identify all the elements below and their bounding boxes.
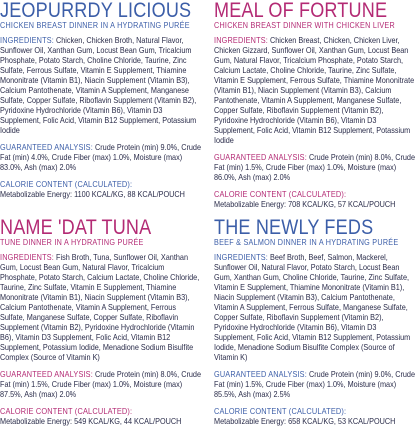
analysis-text bbox=[0, 370, 202, 400]
analysis-text bbox=[214, 370, 416, 400]
product-title: THE NEWLY FEDS bbox=[214, 216, 374, 239]
calorie-values: Metabolizable Energy: 708 KCAL/KG, 57 KCAL/POUCH bbox=[214, 200, 396, 209]
analysis-label: GUARANTEED ANALYSIS: bbox=[214, 153, 307, 162]
ingredients-text bbox=[214, 253, 416, 363]
analysis-values: Crude Protein (min) 9.0%, Crude Fat (min) 4.0%, Crude Fiber (max) 1.0%, Moisture (max) 83.0%, Ash (max) 2.0% bbox=[0, 143, 202, 172]
product-title: NAME 'DAT TUNA bbox=[0, 216, 152, 239]
calorie-label: CALORIE CONTENT (CALCULATED): bbox=[214, 407, 347, 416]
analysis-values: Crude Protein (min) 9.0%, Crude Fat (min) 1.5%, Crude Fiber (max) 1.0%, Moisture (max) 85.5%, Ash (max) 2.5% bbox=[214, 370, 416, 399]
analysis-text bbox=[0, 143, 202, 173]
calorie-label: CALORIE CONTENT (CALCULATED): bbox=[0, 407, 133, 416]
product-subtitle: CHICKEN BREAST DINNER WITH CHICKEN LIVER bbox=[214, 21, 395, 30]
product-title: JEOPURRDY LICIOUS bbox=[0, 0, 192, 22]
ingredients-list: Fish Broth, Tuna, Sunflower Oil, Xanthan Gum, Locust Bean Gum, Natural Flavor, Tricalcium Phosphate, Potato Starch, Calcium Lactate, Choline Chloride, Taurine, Zinc Sulfate, Vitamin E Supplement, Thiamine Mononitrate (Vitamin B1), Niacin Supplement (Vitamin B3), Calcium Pantothenate, Vitamin A Supplement, Ferrous Sulfate, Manganese Sulfate, Copper Sulfate, Riboflavin Supplement (Vitamin B2), Pyridoxine Hydrochloride (Vitamin B6), Vitamin D3 Supplement, Folic Acid, Vitamin B12 Supplement, Potassium Iodide, Menadione Sodium Bisulfite Complex (Source of Vitamin K) bbox=[0, 253, 200, 362]
analysis-label: GUARANTEED ANALYSIS: bbox=[0, 143, 93, 152]
product-subtitle: CHICKEN BREAST DINNER IN A HYDRATING PURÉE bbox=[0, 21, 190, 30]
calorie-label: CALORIE CONTENT (CALCULATED): bbox=[214, 190, 347, 199]
ingredients-text bbox=[0, 36, 202, 136]
ingredients-label: INGREDIENTS: bbox=[214, 36, 268, 45]
calorie-label: CALORIE CONTENT (CALCULATED): bbox=[0, 180, 133, 189]
product-panel-jeopurrdy-licious bbox=[0, 0, 202, 200]
calorie-values: Metabolizable Energy: 549 KCAL/KG, 44 KCAL/POUCH bbox=[0, 417, 182, 426]
analysis-values: Crude Protein (min) 8.0%, Crude Fat (min) 1.5%, Crude Fiber (max) 1.0%, Moisture (max) 86.0%, Ash (max) 2.0% bbox=[214, 153, 416, 182]
product-panel-the-newly-feds bbox=[214, 217, 416, 427]
analysis-label: GUARANTEED ANALYSIS: bbox=[214, 370, 307, 379]
analysis-text bbox=[214, 153, 416, 183]
analysis-label: GUARANTEED ANALYSIS: bbox=[0, 370, 93, 379]
product-subtitle: BEEF & SALMON DINNER IN A HYDRATING PURÉE bbox=[214, 238, 399, 247]
product-panel-meal-of-fortune bbox=[214, 0, 416, 210]
product-panel-name-dat-tuna bbox=[0, 217, 202, 427]
calorie-values: Metabolizable Energy: 1100 KCAL/KG, 88 KCAL/POUCH bbox=[0, 190, 185, 199]
ingredients-list: Chicken Breast, Chicken, Chicken Liver, Chicken Gizzard, Sunflower Oil, Xanthan Gum, Locust Bean Gum, Natural Flavor, Tricalcium Phosphate, Potato Starch, Calcium Lactate, Choline Chloride, Taurine, Zinc Sulfate, Vitamin E Supplement, Ferrous Sulfate, Thiamine Mononitrate (Vitamin B1), Niacin Supplement (Vitamin B3), Calcium Pantothenate, Vitamin A Supplement, Manganese Sulfate, Copper Sulfate, Riboflavin Supplement (Vitamin B2), Pyridoxine Hydrochloride (Vitamin B6), Vitamin D3 Supplement, Folic Acid, Vitamin B12 Supplement, Potassium Iodide bbox=[214, 36, 415, 145]
calorie-values: Metabolizable Energy: 658 KCAL/KG, 53 KCAL/POUCH bbox=[214, 417, 396, 426]
ingredients-label: INGREDIENTS: bbox=[0, 253, 54, 262]
ingredients-label: INGREDIENTS: bbox=[214, 253, 268, 262]
product-subtitle: TUNE DINNER IN A HYDRATING PURÉE bbox=[0, 238, 144, 247]
ingredients-text bbox=[0, 253, 202, 363]
ingredients-text bbox=[214, 36, 416, 146]
ingredients-label: INGREDIENTS: bbox=[0, 36, 54, 45]
ingredients-list: Beef Broth, Beef, Salmon, Mackerel, Sunflower Oil, Natural Flavor, Potato Starch, Locust Bean Gum, Xanthan Gum, Choline Chloride, Taurine, Zinc Sulfate, Vitamin E Supplement, Thiamine Mononitrate (Vitamin B1), Niacin Supplement (Vitamin B3), Calcium Pantothenate, Vitamin A Supplement, Ferrous Sulfate, Manganese Sulfate, Copper Sulfate, Riboflavin Supplement (Vitamin B2), Pyridoxine Hydrochloride (Vitamin B6), Vitamin D3 Supplement, Folic Acid, Vitamin B12 Supplement, Potassium Iodide, Menadione Sodium Bisulfite Complex (Source of Vitamin K) bbox=[214, 253, 411, 362]
analysis-values: Crude Protein (min) 8.0%, Crude Fat (min) 1.5%, Crude Fiber (max) 1.0%, Moisture (max) 87.5%, Ash (max) 2.0% bbox=[0, 370, 202, 399]
product-title: MEAL OF FORTUNE bbox=[214, 0, 388, 22]
ingredients-list: Chicken, Chicken Broth, Natural Flavor, Sunflower Oil, Xanthan Gum, Locust Bean Gum, Tricalcium Phosphate, Potato Starch, Choline Chloride, Taurine, Zinc Sulfate, Ferrous Sulfate, Vitamin E Supplement, Thiamine Mononitrate (Vitamin B1), Niacin Supplement (Vitamin B3), Calcium Pantothenate, Vitamin A Supplement, Manganese Sulfate, Copper Sulfate, Riboflavin Supplement (Vitamin B2), Pyridoxine Hydrochloride (Vitamin B6), Vitamin D3 Supplement, Folic Acid, Vitamin B12 Supplement, Potassium Iodide bbox=[0, 36, 197, 135]
